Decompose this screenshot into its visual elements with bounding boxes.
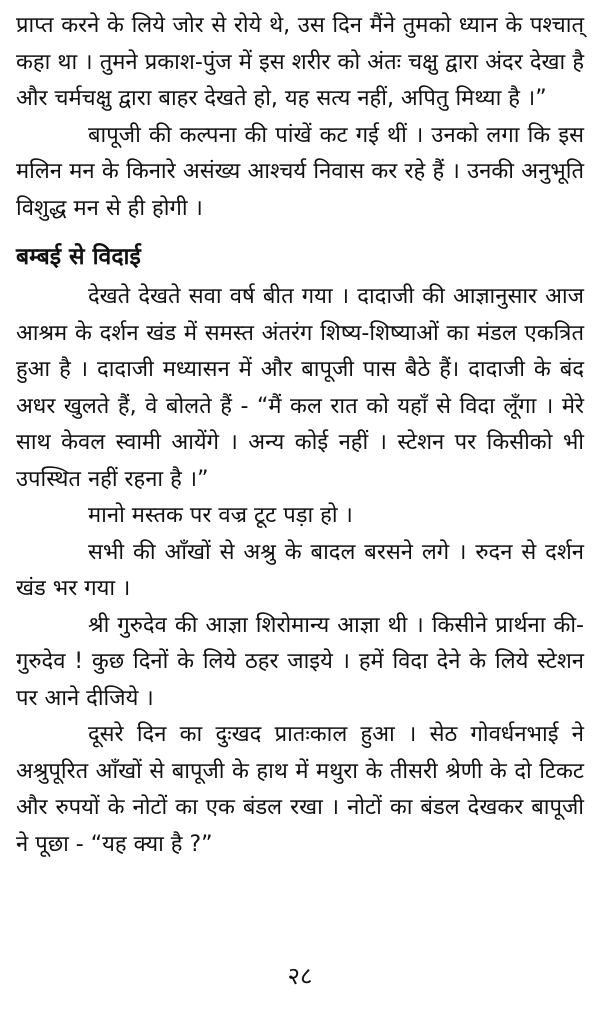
paragraph: श्री गुरुदेव की आज्ञा शिरोमान्य आज्ञा थी । किसीने प्रार्थना की-गुरुदेव ! कुछ दिनों के लिये ठहर जाइये । हमें विदा देने के लिये स्टेशन पर आने दीजिये । — [16, 612, 584, 711]
page-body — [16, 8, 584, 863]
paragraph: बापूजी की कल्पना की पांखें कट गई थीं । उनको लगा कि इस मलिन मन के किनारे असंख्य आश्चर्य निवास कर रहे हैं । उनकी अनुभूति विशुद्ध मन से ही होगी । — [16, 122, 584, 221]
section-heading: बम्बई से विदाई — [16, 244, 141, 270]
page-number: २८ — [287, 962, 313, 990]
paragraph: प्राप्त करने के लिये जोर से रोये थे, उस दिन मैंने तुमको ध्यान के पश्चात् कहा था । तुमने प्रकाश-पुंज में इस शरीर को अंतः चक्षु द्वारा अंदर देखा है और चर्मचक्षु द्वारा बाहर देखते हो, यह सत्य नहीं, अपितु मिथ्या है ।” — [16, 13, 584, 111]
paragraph: देखते देखते सवा वर्ष बीत गया । दादाजी की आज्ञानुसार आज आश्रम के दर्शन खंड में समस्त अंतरंग शिष्य-शिष्याओं का मंडल एकत्रित हुआ है । दादाजी मध्यासन में और बापूजी पास बैठे हैं। दादाजी के बंद अधर खुलते हैं, वे बोलते हैं - “मैं कल रात को यहाँ से विदा लूँगा । मेरे साथ केवल स्वामी आयेंगे । अन्य कोई नहीं । स्टेशन पर किसीको भी उपस्थित नहीं रहना है ।” — [16, 284, 584, 492]
paragraph: मानो मस्तक पर वज्र टूट पड़ा हो । — [88, 503, 353, 528]
paragraph: दूसरे दिन का दुःखद प्रातःकाल हुआ । सेठ गोवर्धनभाई ने अश्रुपूरित आँखों से बापूजी के हाथ में मथुरा के तीसरी श्रेणी के दो टिकट और रुपयों के नोटों का एक बंडल रखा । नोटों का बंडल देखकर बापूजी ने पूछा - “यह क्या है ?” — [16, 722, 584, 857]
paragraph: सभी की आँखों से अश्रु के बादल बरसने लगे । रुदन से दर्शन खंड भर गया । — [16, 539, 584, 601]
